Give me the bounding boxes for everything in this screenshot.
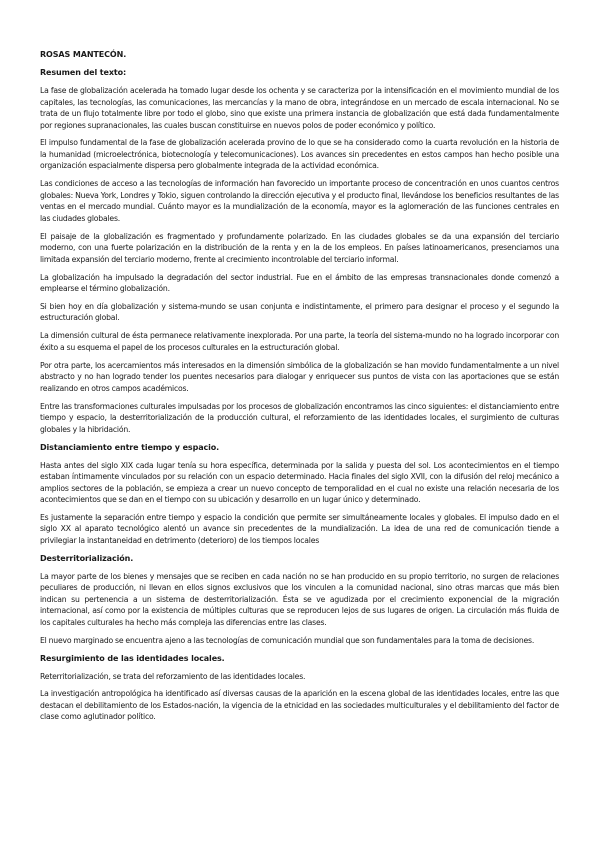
paragraph: La globalización ha impulsado la degradación del sector industrial. Fue en el ámbito de las empresas transnacionales donde comenzó a emplearse el término globalización.: [40, 272, 559, 294]
paragraph: Entre las transformaciones culturales impulsadas por los procesos de globalización encontramos las cinco siguientes: el distanciamiento entre tiempo y espacio, la desterritorialización de la producción cultural, el reforzamiento de las identidades locales, el surgimiento de culturas globales y la hibridación.: [40, 401, 559, 434]
paragraph: La dimensión cultural de ésta permanece relativamente inexplorada. Por una parte, la teoría del sistema-mundo no ha logrado incorporar con éxito a su esquema el papel de los procesos culturales en la estructuración global.: [40, 331, 559, 352]
paragraph: Por otra parte, los acercamientos más interesados en la dimensión simbólica de la globalización se han movido fundamentalmente a un nivel abstracto y no han logrado tender los puentes necesarios para dialogar y enriquecer sus puntos de vista con las aportaciones que se están realizando en otros campos académicos.: [40, 360, 559, 393]
paragraph: El paisaje de la globalización es fragmentado y profundamente polarizado. En las ciudades globales se da una expansión del terciario moderno, con una fuerte polarización en la distribución de la renta y en la de los empleos. En países latinoamericanos, presenciamos una limitada expansión del terciario moderno, frente al crecimiento incontrolable del terciario informal.: [40, 231, 559, 264]
paragraph: Reterritorialización, se trata del reforzamiento de las identidades locales.: [40, 671, 306, 681]
section-heading-resurgimiento: Resurgimiento de las identidades locales.: [40, 653, 225, 663]
paragraph: El nuevo marginado se encuentra ajeno a las tecnologías de comunicación mundial que son fundamentales para la toma de decisiones.: [40, 635, 535, 645]
paragraph: La investigación antropológica ha identificado así diversas causas de la aparición en la escena global de las identidades locales, entre las que destacan el debilitamiento de los Estados-nación, la vigencia de la etnicidad en las sociedades multiculturales y el debilitamiento del factor de clase como aglutinador político.: [40, 689, 559, 722]
paragraph: La fase de globalización acelerada ha tomado lugar desde los ochenta y se caracteriza por la intensificación en el movimiento mundial de los capitales, las tecnologías, las comunicaciones, las mercancías y la mano de obra, integrándose en un mercado de escala internacional. No se trata de un flujo totalmente libre por todo el globo, sino que existe una primera instancia de globalización que está dada fundamentalmente por regiones supranacionales, las cuales buscan constituirse en nuevos polos de poder económico y político.: [40, 86, 559, 130]
author-heading: ROSAS MANTECÓN.: [40, 50, 127, 59]
paragraph: La mayor parte de los bienes y mensajes que se reciben en cada nación no se han producido en su propio territorio, no surgen de relaciones peculiares de producción, ni llevan en ellos signos exclusivos que los vinculen a la comunidad nacional, sino otras marcas que más bien indican su pertenencia a un sistema de desterritorialización. Ésta se ve agudizada por el crecimiento exponencial de la migración internacional, así como por la existencia de múltiples culturas que se reproducen lejos de sus lugares de origen. La circulación más fluida de los capitales culturales ha hecho más compleja las diferencias entre las clases.: [40, 571, 559, 627]
paragraph: Si bien hoy en día globalización y sistema-mundo se usan conjunta e indistintamente, el primero para designar el proceso y el segundo la estructuración global.: [40, 301, 559, 323]
paragraph: Hasta antes del siglo XIX cada lugar tenía su hora específica, determinada por la salida y puesta del sol. Los acontecimientos en el tiempo estaban íntimamente vinculados por su relación con un espacio determinado. Hacia finales del siglo XVII, con la difusión del reloj mecánico a amplios sectores de la población, se empieza a crear un nuevo concepto de temporalidad en el cual no existe una relación necesaria de los acontecimientos que se dan en el tiempo con su ubicación y desarrollo en un lugar único y determinado.: [40, 460, 559, 505]
paragraph: El impulso fundamental de la fase de globalización acelerada provino de lo que se ha considerado como la cuarta revolución en la historia de la humanidad (microelectrónica, biotecnología y telecomunicaciones). Los avances sin precedentes en estos campos han hecho posible una organización espacialmente dispersa pero globalmente integrada de la actividad económica.: [40, 138, 559, 171]
section-heading-distanciamiento: Distanciamiento entre tiempo y espacio.: [40, 442, 220, 452]
section-heading-desterritorializacion: Desterritorialización.: [40, 553, 134, 563]
paragraph: Las condiciones de acceso a las tecnologías de información han favorecido un importante proceso de concentración en unos cuantos centros globales: Nueva York, Londres y Tokio, siguen controlando la dirección ejecutiva y el producto final, llevándose los beneficios resultantes de las ventas en el mercado mundial. Cuánto mayor es la mundialización de la economía, mayor es la aglomeración de las funciones centrales en las ciudades globales.: [40, 179, 559, 223]
paragraph: Es justamente la separación entre tiempo y espacio la condición que permite ser simultáneamente locales y globales. El impulso dado en el siglo XX al aparato tecnológico alentó un avance sin precedentes de la mundialización. La idea de una red de comunicación tiende a privilegiar la instantaneidad en detrimento (deterioro) de los tiempos locales: [40, 512, 559, 545]
summary-heading: Resumen del texto:: [40, 68, 127, 77]
